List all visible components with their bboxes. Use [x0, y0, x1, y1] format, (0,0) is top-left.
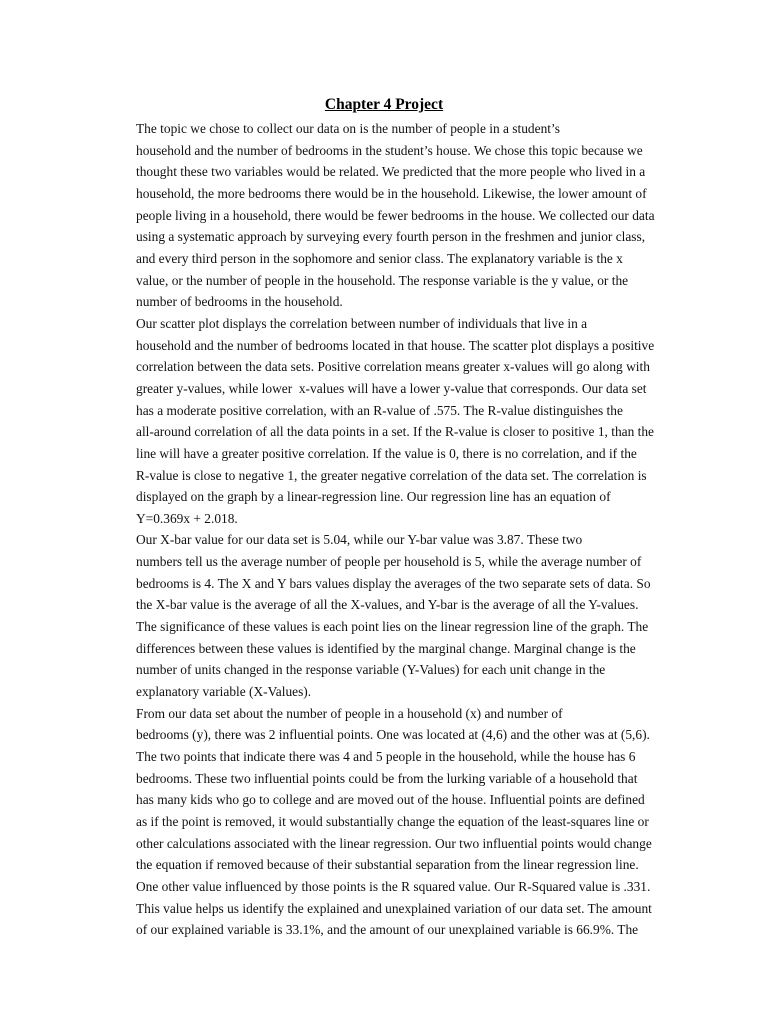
- text-line: Our scatter plot displays the correlation between number of individuals that live in a: [136, 315, 588, 331]
- text-line: people living in a household, there would be fewer bedrooms in the house. We collected our data: [136, 207, 655, 223]
- text-line: of our explained variable is 33.1%, and the amount of our unexplained variable is 66.9%. The: [136, 922, 639, 938]
- text-line: has many kids who go to college and are moved out of the house. Influential points are defined: [136, 792, 645, 808]
- text-line: household, the more bedrooms there would be in the household. Likewise, the lower amount of: [136, 185, 647, 201]
- text-line: using a systematic approach by surveying every fourth person in the freshmen and junior class,: [136, 229, 646, 245]
- paragraph: [88, 529, 674, 702]
- text-line: the equation if removed because of their substantial separation from the linear regression line.: [136, 857, 639, 873]
- paragraph: [88, 703, 674, 941]
- text-line: The two points that indicate there was 4 and 5 people in the household, while the house has 6: [136, 749, 636, 765]
- text-line: line will have a greater positive correlation. If the value is 0, there is no correlation, and if the: [136, 445, 637, 461]
- text-line: greater y-values, while lower x-values will have a lower y-value that corresponds. Our data set: [136, 380, 647, 396]
- text-line: differences between these values is identified by the marginal change. Marginal change is the: [136, 640, 636, 656]
- text-line: other calculations associated with the linear regression. Our two influential points would change: [136, 835, 652, 851]
- text-line: Y=0.369x + 2.018.: [136, 510, 238, 526]
- text-line: bedrooms is 4. The X and Y bars values display the averages of the two separate sets of data. So: [136, 575, 651, 591]
- page-title: Chapter 4 Project: [324, 96, 444, 113]
- text-line: explanatory variable (X-Values).: [136, 684, 312, 700]
- text-line: has a moderate positive correlation, with an R-value of .575. The R-value distinguishes the: [136, 402, 623, 418]
- text-line: The significance of these values is each point lies on the linear regression line of the graph. The: [136, 619, 649, 635]
- document-body: [88, 118, 674, 941]
- text-line: number of bedrooms in the household.: [136, 294, 343, 310]
- text-line: the X-bar value is the average of all the X-values, and Y-bar is the average of all the Y-values.: [136, 597, 639, 613]
- text-line: all-around correlation of all the data points in a set. If the R-value is closer to positive 1, than the: [136, 424, 654, 440]
- text-line: displayed on the graph by a linear-regression line. Our regression line has an equation of: [136, 489, 611, 505]
- text-line: R-value is close to negative 1, the greater negative correlation of the data set. The correlation is: [136, 467, 647, 483]
- text-line: as if the point is removed, it would substantially change the equation of the least-squares line or: [136, 814, 649, 829]
- text-line: and every third person in the sophomore and senior class. The explanatory variable is the x: [136, 250, 623, 266]
- text-line: bedrooms (y), there was 2 influential points. One was located at (4,6) and the other was at (5,6).: [136, 727, 650, 743]
- text-line: thought these two variables would be related. We predicted that the more people who lived in a: [136, 164, 646, 180]
- text-line: bedrooms. These two influential points could be from the lurking variable of a household that: [136, 770, 638, 786]
- text-line: value, or the number of people in the household. The response variable is the y value, or the: [136, 272, 629, 288]
- text-line: From our data set about the number of people in a household (x) and number of: [136, 705, 563, 721]
- text-line: One other value influenced by those points is the R squared value. Our R-Squared value is .331.: [136, 878, 651, 894]
- paragraph: [88, 118, 674, 313]
- text-line: numbers tell us the average number of people per household is 5, while the average number of: [136, 554, 642, 570]
- text-line: Our X-bar value for our data set is 5.04, while our Y-bar value was 3.87. These two: [136, 532, 583, 548]
- text-line: number of units changed in the response variable (Y-Values) for each unit change in the: [136, 662, 606, 678]
- paragraph: [88, 313, 674, 530]
- text-line: The topic we chose to collect our data on is the number of people in a student’s: [136, 121, 560, 136]
- text-line: This value helps us identify the explained and unexplained variation of our data set. The amount: [136, 900, 652, 916]
- text-line: household and the number of bedrooms located in that house. The scatter plot displays a positive: [136, 337, 655, 353]
- text-line: household and the number of bedrooms in the student’s house. We chose this topic because we: [136, 142, 643, 158]
- text-line: correlation between the data sets. Positive correlation means greater x-values will go along with: [136, 359, 650, 375]
